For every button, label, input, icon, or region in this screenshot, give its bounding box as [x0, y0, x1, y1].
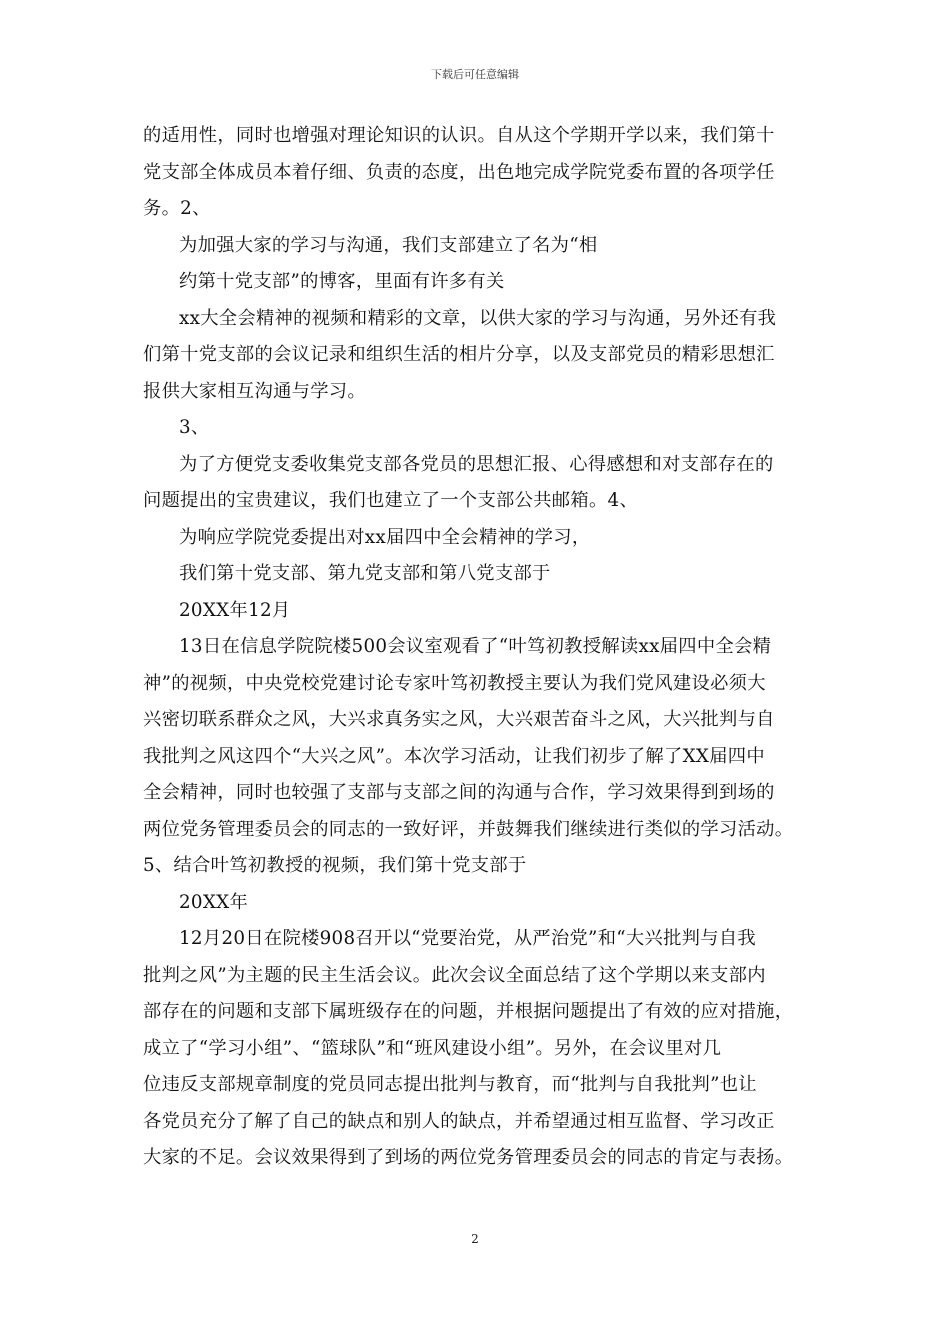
text-line: 党支部全体成员本着仔细、负责的态度，出色地完成学院党委布置的各项学任 — [143, 161, 775, 183]
text-line: 部存在的问题和支部下属班级存在的问题，并根据问题提出了有效的应对措施， — [143, 1001, 794, 1022]
text-line: 的适用性，同时也增强对理论知识的认识。自从这个学期开学以来，我们第十 — [143, 125, 775, 146]
text-line: 我批判之风这四个“大兴之风”。本次学习活动，让我们初步了解了XX届四中 — [143, 745, 765, 767]
text-line: 为响应学院党委提出对xx届四中全会精神的学习， — [179, 526, 591, 548]
text-line: 成立了“学习小组”、“篮球队”和“班风建设小组”。另外，在会议里对几 — [143, 1037, 722, 1059]
text-line: 两位党务管理委员会的同志的一致好评，并鼓舞我们继续进行类似的学习活动。 — [143, 818, 794, 840]
document-body — [143, 118, 823, 1177]
text-line: 3、 — [179, 417, 210, 438]
text-line: 为了方便党支委收集党支部各党员的思想汇报、心得感想和对支部存在的 — [179, 453, 774, 475]
text-line: 批判之风”为主题的民主生活会议。此次会议全面总结了这个学期以来支部内 — [143, 964, 766, 986]
text-line: 12月20日在院楼908召开以“党要治党，从严治党”和“大兴批判与自我 — [179, 928, 756, 949]
text-line: 5、结合叶笃初教授的视频，我们第十党支部于 — [143, 855, 527, 876]
text-line: 神”的视频，中央党校党建讨论专家叶笃初教授主要认为我们党风建设必须大 — [143, 672, 766, 694]
text-line: 全会精神，同时也较强了支部与支部之间的沟通与合作，学习效果得到到场的 — [143, 782, 775, 803]
text-line: 务。2、 — [143, 198, 211, 219]
text-line: 13日在信息学院院楼500会议室观看了“叶笃初教授解读xx届四中全会精 — [179, 636, 772, 657]
text-line: 为加强大家的学习与沟通，我们支部建立了名为“相 — [179, 234, 598, 256]
page-header: 下载后可任意编辑 — [431, 68, 519, 81]
text-line: xx大全会精神的视频和精彩的文章，以供大家的学习与沟通，另外还有我 — [179, 307, 777, 329]
text-line: 大家的不足。会议效果得到了到场的两位党务管理委员会的同志的肯定与表扬。 — [143, 1147, 794, 1168]
text-line: 们第十党支部的会议记录和组织生活的相片分享，以及支部党员的精彩思想汇 — [143, 344, 775, 365]
text-line: 20XX年 — [179, 891, 249, 913]
text-line: 20XX年12月 — [179, 599, 291, 621]
text-line: 兴密切联系群众之风，大兴求真务实之风，大兴艰苦奋斗之风，大兴批判与自 — [143, 709, 775, 730]
text-line: 位违反支部规章制度的党员同志提出批判与教育，而“批判与自我批判”也让 — [143, 1074, 757, 1095]
text-line: 报供大家相互沟通与学习。 — [143, 380, 366, 402]
text-line: 问题提出的宝贵建议，我们也建立了一个支部公共邮箱。4、 — [143, 490, 639, 511]
page-number: 2 — [471, 1232, 479, 1246]
text-line: 约第十党支部”的博客，里面有许多有关 — [179, 271, 505, 292]
text-line: 我们第十党支部、第九党支部和第八党支部于 — [179, 563, 551, 584]
text-line: 各党员充分了解了自己的缺点和别人的缺点，并希望通过相互监督、学习改正 — [143, 1110, 775, 1132]
